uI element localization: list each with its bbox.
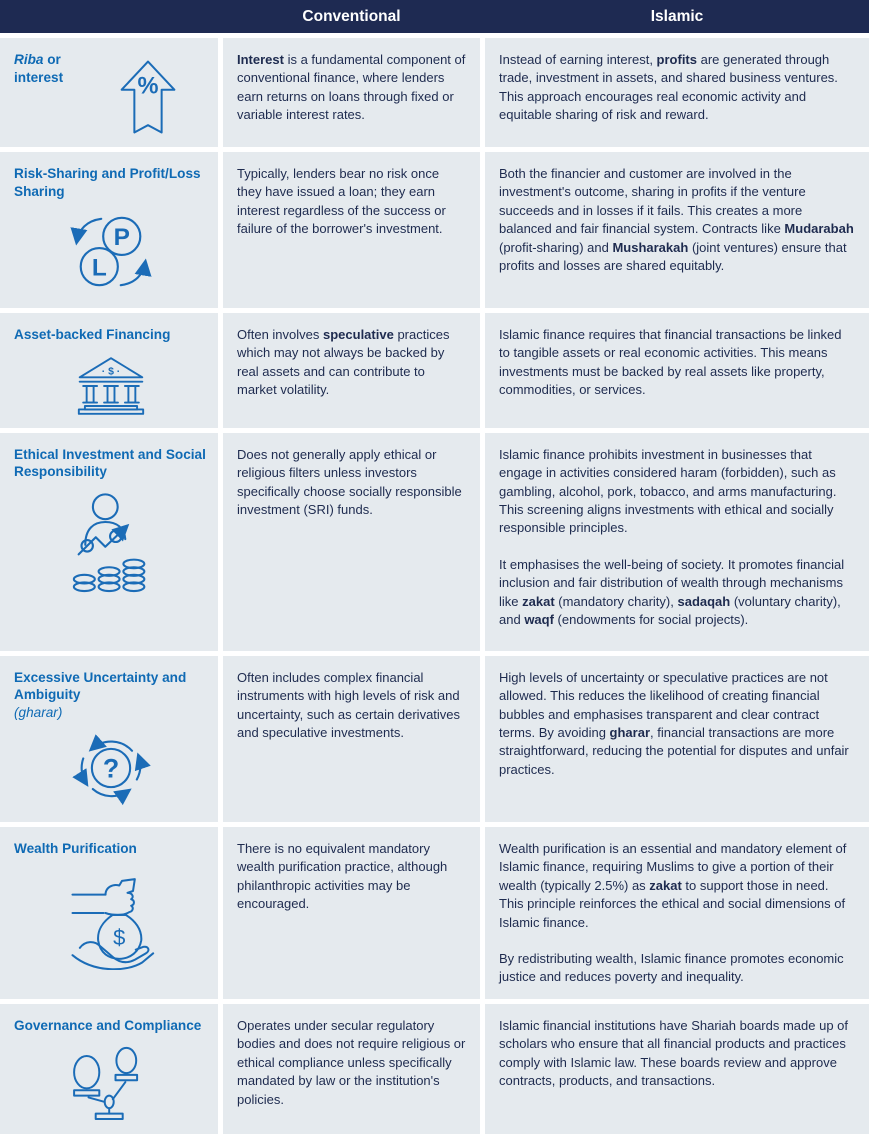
topic-cell-wealth-purification	[0, 827, 218, 999]
balance-scale-icon	[66, 1045, 156, 1121]
conventional-cell: There is no equivalent mandatory wealth purification practice, although philanthropic activities may be encouraged.	[223, 827, 480, 999]
islamic-cell: Wealth purification is an essential and mandatory element of Islamic finance, requiring Muslims to give a portion of their wealth (typically 2.5%) as zakat to support those in need. This principle reinforces the ethical and social dimensions of Islamic finance. By redistributing wealth, Islamic finance promotes economic justice and reduces poverty and inequality.	[485, 827, 869, 999]
topic-label: Governance and Compliance	[14, 1017, 202, 1033]
islamic-cell: High levels of uncertainty or speculative practices are not allowed. This reduces the likelihood of creating financial bubbles and emphasises transparent and clear contract terms. By avoiding gharar, financial transactions are more straightforward, reducing the potential for disputes and unfair practices.	[485, 656, 869, 822]
table-row	[0, 152, 869, 308]
topic-label: Risk-Sharing and Profit/Loss Sharing	[14, 166, 201, 199]
percent-growth-arrow-icon	[118, 57, 178, 137]
table-row	[0, 38, 869, 147]
topic-label: Riba or interest	[14, 52, 64, 85]
header-islamic: Islamic	[650, 8, 704, 25]
table-row	[0, 656, 869, 822]
svg-text:· $ ·: · $ ·	[101, 366, 121, 378]
topic-cell-risk-sharing	[0, 152, 218, 308]
svg-text:L: L	[91, 254, 107, 282]
ethical-investor-coins-icon	[14, 491, 208, 593]
bank-building-icon	[14, 354, 208, 418]
bank-building-icon	[71, 354, 151, 418]
conventional-cell: Typically, lenders bear no risk once they have issued a loan; they earn interest regardless of the success or failure of the borrower's investment.	[223, 152, 480, 308]
table-header	[0, 0, 869, 33]
svg-text:$: $	[113, 925, 126, 951]
topic-cell-asset-backed	[0, 313, 218, 428]
header-conventional: Conventional	[302, 8, 401, 25]
topic-cell-ethical	[0, 433, 218, 651]
table-row	[0, 1004, 869, 1134]
topic-cell-gharar	[0, 656, 218, 822]
topic-cell-governance	[0, 1004, 218, 1134]
profit-loss-cycle-icon	[69, 210, 153, 294]
hand-money-bag-icon	[67, 867, 155, 970]
topic-label: Ethical Investment and Social Responsibility	[14, 446, 206, 480]
islamic-cell: Islamic finance requires that financial transactions be linked to tangible assets or real economic activities. This means investments must be backed by real assets like property, commodities, or services.	[485, 313, 869, 428]
topic-label: Excessive Uncertainty and Ambiguity (gharar)	[14, 669, 187, 721]
profit-loss-cycle-icon	[14, 210, 208, 294]
islamic-cell: Islamic finance prohibits investment in businesses that engage in activities considered haram (forbidden), such as gambling, alcohol, pork, tobacco, and arms manufacturing. This screening aligns investments with ethical and socially responsible principles. It emphasises the well-being of society. It promotes financial inclusion and fair distribution of wealth through mechanisms like zakat (mandatory charity), sadaqah (voluntary charity), and waqf (endowments for social projects).	[485, 433, 869, 651]
islamic-cell: Instead of earning interest, profits are generated through trade, investment in assets, and shared business ventures. This approach encourages real economic activity and equitable sharing of risk and reward.	[485, 38, 869, 147]
islamic-cell: Islamic financial institutions have Shariah boards made up of scholars who ensure that all financial products and practices comply with Islamic law. These boards review and approve contracts, products, and transactions.	[485, 1004, 869, 1134]
hand-money-bag-icon	[14, 867, 208, 970]
topic-cell-riba	[0, 38, 218, 147]
header-spacer	[0, 0, 218, 33]
ethical-investor-coins-icon	[71, 491, 151, 593]
islamic-cell: Both the financier and customer are involved in the investment's outcome, sharing in profits if the venture succeeds and in losses if it fails. This creates a more balanced and fair financial system. Contracts like Mudarabah (profit-sharing) and Musharakah (joint ventures) ensure that profits and losses are shared equitably.	[485, 152, 869, 308]
table-row	[0, 827, 869, 999]
table-row	[0, 433, 869, 651]
conventional-cell: Often includes complex financial instruments with high levels of risk and uncertainty, such as certain derivatives and speculative investments.	[223, 656, 480, 822]
svg-text:?: ?	[102, 753, 120, 784]
balance-scale-icon	[14, 1045, 208, 1121]
topic-label: Wealth Purification	[14, 840, 137, 856]
topic-label: Asset-backed Financing	[14, 327, 171, 342]
table-row	[0, 313, 869, 428]
conventional-cell: Interest is a fundamental component of conventional finance, where lenders earn returns on loans through fixed or variable interest rates.	[223, 38, 480, 147]
conventional-cell: Often involves speculative practices which may not always be backed by real assets and can contribute to market volatility.	[223, 313, 480, 428]
conventional-cell: Does not generally apply ethical or religious filters unless investors specifically choose socially responsible investment (SRI) funds.	[223, 433, 480, 651]
svg-text:%: %	[137, 73, 159, 100]
percent-growth-arrow-icon	[88, 57, 208, 137]
uncertainty-question-cycle-icon	[67, 724, 155, 812]
svg-text:P: P	[113, 224, 130, 252]
conventional-cell: Operates under secular regulatory bodies and does not require religious or ethical compliance unless specifically mandated by law or the institution's policies.	[223, 1004, 480, 1134]
uncertainty-question-cycle-icon	[14, 724, 208, 812]
